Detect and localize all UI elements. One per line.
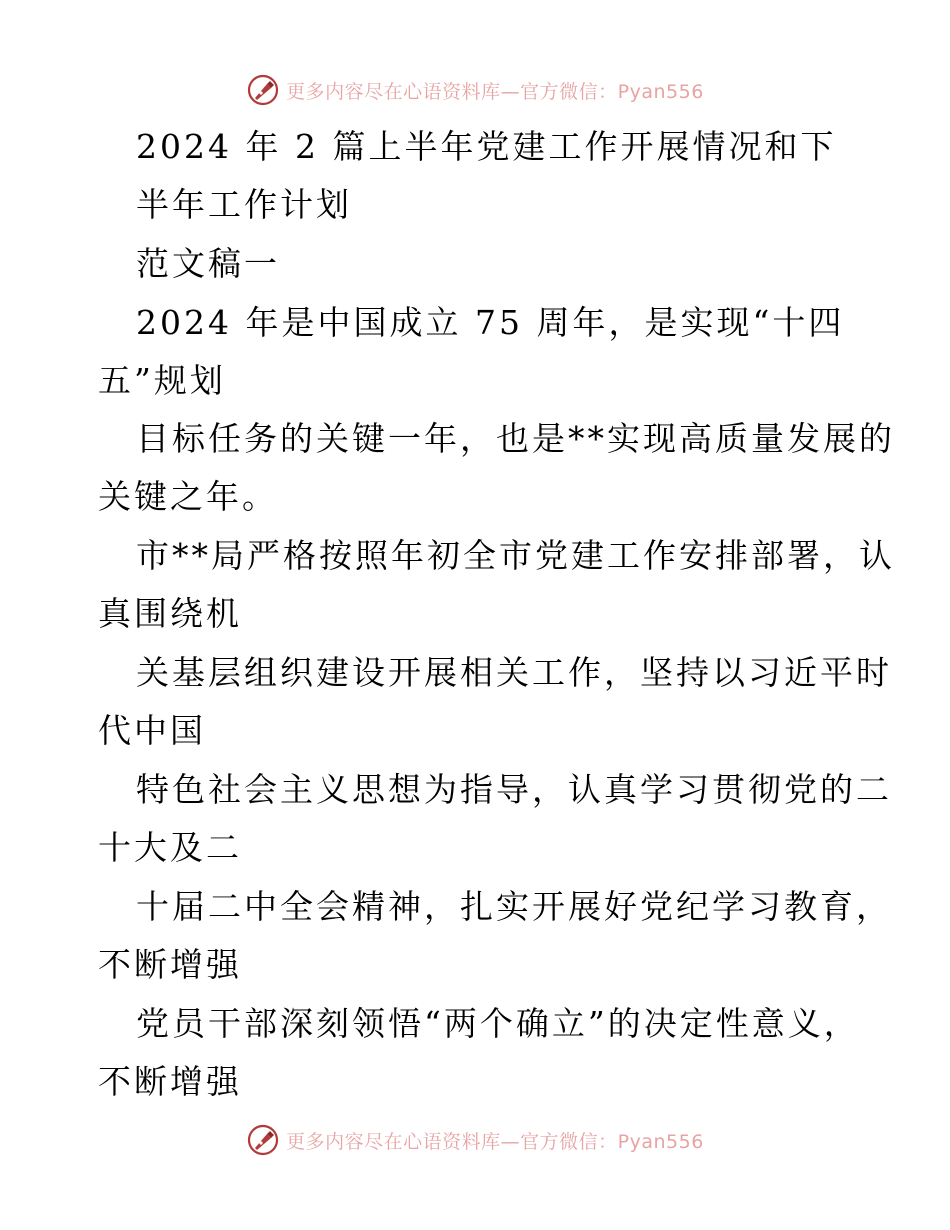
document-title-line-1: 2024 年 2 篇上半年党建工作开展情况和下 (136, 127, 837, 166)
watermark-group (246, 73, 704, 107)
pen-nib-logo-icon (246, 1123, 280, 1157)
paragraph-line: 十届二中全会精神，扎实开展好党纪学习教育， (136, 887, 892, 926)
paragraph-line: 不断增强 (98, 945, 242, 984)
paragraph-line: 代中国 (98, 711, 206, 750)
watermark-text: 更多内容尽在心语资料库—官方微信：Pyan556 (286, 1130, 704, 1153)
pen-nib-logo-icon (246, 73, 280, 107)
paragraph-line: 2024 年是中国成立 75 周年，是实现“十四 (136, 303, 845, 342)
watermark-text: 更多内容尽在心语资料库—官方微信：Pyan556 (286, 80, 704, 103)
paragraph-line: 党员干部深刻领悟“两个确立”的决定性意义， (136, 1004, 860, 1043)
paragraph-line: 关基层组织建设开展相关工作，坚持以习近平时 (136, 653, 892, 692)
header-watermark (0, 70, 950, 110)
footer-watermark (0, 1120, 950, 1160)
paragraph-line: 五”规划 (98, 361, 226, 400)
paragraph-line: 特色社会主义思想为指导，认真学习贯彻党的二 (136, 770, 892, 809)
paragraph-line: 不断增强 (98, 1062, 242, 1101)
document-title-line-2: 半年工作计划 (136, 185, 352, 224)
document-subtitle: 范文稿一 (136, 244, 280, 283)
paragraph-line: 十大及二 (98, 828, 242, 867)
paragraph-line: 关键之年。 (98, 477, 278, 516)
watermark-group (246, 1123, 704, 1157)
paragraph-line: 市**局严格按照年初全市党建工作安排部署，认 (136, 536, 895, 575)
paragraph-line: 目标任务的关键一年，也是**实现高质量发展的 (136, 419, 895, 458)
paragraph-line: 真围绕机 (98, 594, 242, 633)
